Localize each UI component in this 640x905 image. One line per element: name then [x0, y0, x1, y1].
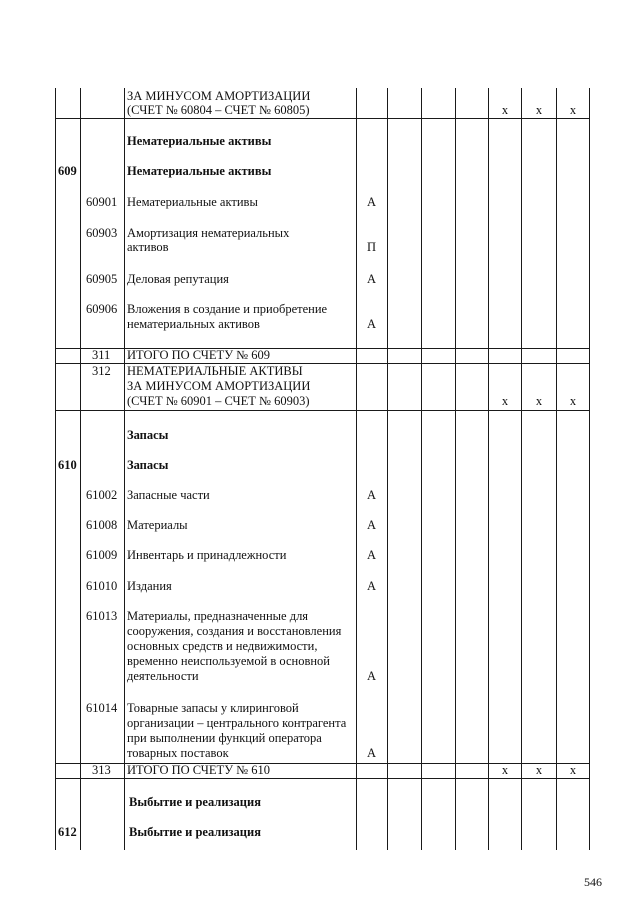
col-rule-8	[488, 88, 489, 850]
x-mark: х	[569, 103, 577, 117]
col-rule-3	[124, 88, 125, 850]
account-code: 61009	[86, 548, 118, 562]
row-rule	[55, 778, 590, 779]
account-code: 61008	[86, 518, 118, 532]
x-mark: х	[501, 103, 509, 117]
section-code: 610	[58, 458, 77, 472]
account-sign: А	[367, 488, 377, 502]
account-name: Амортизация нематериальных	[127, 226, 290, 240]
account-sign: А	[367, 317, 377, 331]
col-rule-7	[455, 88, 456, 850]
account-name-cont: товарных поставок	[127, 746, 229, 760]
account-sign: А	[367, 669, 377, 683]
section-title: Запасы	[127, 458, 169, 472]
section-header: Нематериальные активы	[127, 134, 272, 148]
account-name: Вложения в создание и приобретение	[127, 302, 328, 316]
col-rule-right	[589, 88, 590, 850]
row-rule	[55, 410, 590, 411]
account-sign: А	[367, 195, 377, 209]
total-label: ИТОГО ПО СЧЕТУ № 609	[127, 348, 270, 362]
section-code: 612	[58, 825, 77, 839]
x-mark: х	[569, 763, 577, 777]
account-name-cont: при выполнении функций оператора	[127, 731, 322, 745]
account-name-cont: временно неиспользуемой в основной	[127, 654, 330, 668]
top-block-line2: (СЧЕТ № 60804 – СЧЕТ № 60805)	[127, 103, 310, 117]
x-mark: х	[535, 103, 543, 117]
net-line3: (СЧЕТ № 60901 – СЧЕТ № 60903)	[127, 394, 310, 408]
account-code: 61014	[86, 701, 118, 715]
account-sign: А	[367, 548, 377, 562]
total-code: 313	[92, 763, 111, 777]
account-sign: А	[367, 746, 377, 760]
col-rule-6	[421, 88, 422, 850]
account-name-cont: основных средств и недвижимости,	[127, 639, 318, 653]
account-name-cont: нематериальных активов	[127, 317, 260, 331]
account-code: 60905	[86, 272, 118, 286]
total-code: 311	[92, 348, 111, 362]
col-rule-10	[556, 88, 557, 850]
account-code: 60906	[86, 302, 118, 316]
col-rule-4	[356, 88, 357, 850]
account-code: 61013	[86, 609, 118, 623]
account-sign: А	[367, 518, 377, 532]
x-mark: х	[535, 763, 543, 777]
page-number: 546	[584, 875, 602, 889]
account-code: 60903	[86, 226, 118, 240]
col-rule-5	[387, 88, 388, 850]
account-name: Деловая репутация	[127, 272, 229, 286]
account-sign: А	[367, 579, 377, 593]
account-name: Товарные запасы у клиринговой	[127, 701, 299, 715]
section-header: Запасы	[127, 428, 169, 442]
net-code: 312	[92, 364, 111, 378]
account-name: Материалы, предназначенные для	[127, 609, 309, 623]
x-mark: х	[569, 394, 577, 408]
col-rule-left	[55, 88, 56, 850]
col-rule-2	[80, 88, 81, 850]
account-name: Нематериальные активы	[127, 195, 258, 209]
col-rule-9	[521, 88, 522, 850]
section-title: Выбытие и реализация	[129, 825, 261, 839]
account-name-cont: деятельности	[127, 669, 199, 683]
account-sign: А	[367, 272, 377, 286]
section-title: Нематериальные активы	[127, 164, 272, 178]
net-line1: НЕМАТЕРИАЛЬНЫЕ АКТИВЫ	[127, 364, 303, 378]
net-line2: ЗА МИНУСОМ АМОРТИЗАЦИИ	[127, 379, 311, 393]
account-code: 60901	[86, 195, 118, 209]
section-header: Выбытие и реализация	[129, 795, 261, 809]
row-rule	[55, 118, 590, 119]
account-code: 61002	[86, 488, 118, 502]
x-mark: х	[501, 763, 509, 777]
account-name: Издания	[127, 579, 172, 593]
account-name-cont: организации – центрального контрагента	[127, 716, 347, 730]
account-name-cont: активов	[127, 240, 169, 254]
total-label: ИТОГО ПО СЧЕТУ № 610	[127, 763, 270, 777]
account-name: Инвентарь и принадлежности	[127, 548, 287, 562]
section-code: 609	[58, 164, 77, 178]
account-name-cont: сооружения, создания и восстановления	[127, 624, 342, 638]
x-mark: х	[535, 394, 543, 408]
account-code: 61010	[86, 579, 118, 593]
x-mark: х	[501, 394, 509, 408]
top-block-line1: ЗА МИНУСОМ АМОРТИЗАЦИИ	[127, 89, 311, 103]
account-sign: П	[367, 240, 377, 254]
account-name: Запасные части	[127, 488, 210, 502]
account-name: Материалы	[127, 518, 188, 532]
